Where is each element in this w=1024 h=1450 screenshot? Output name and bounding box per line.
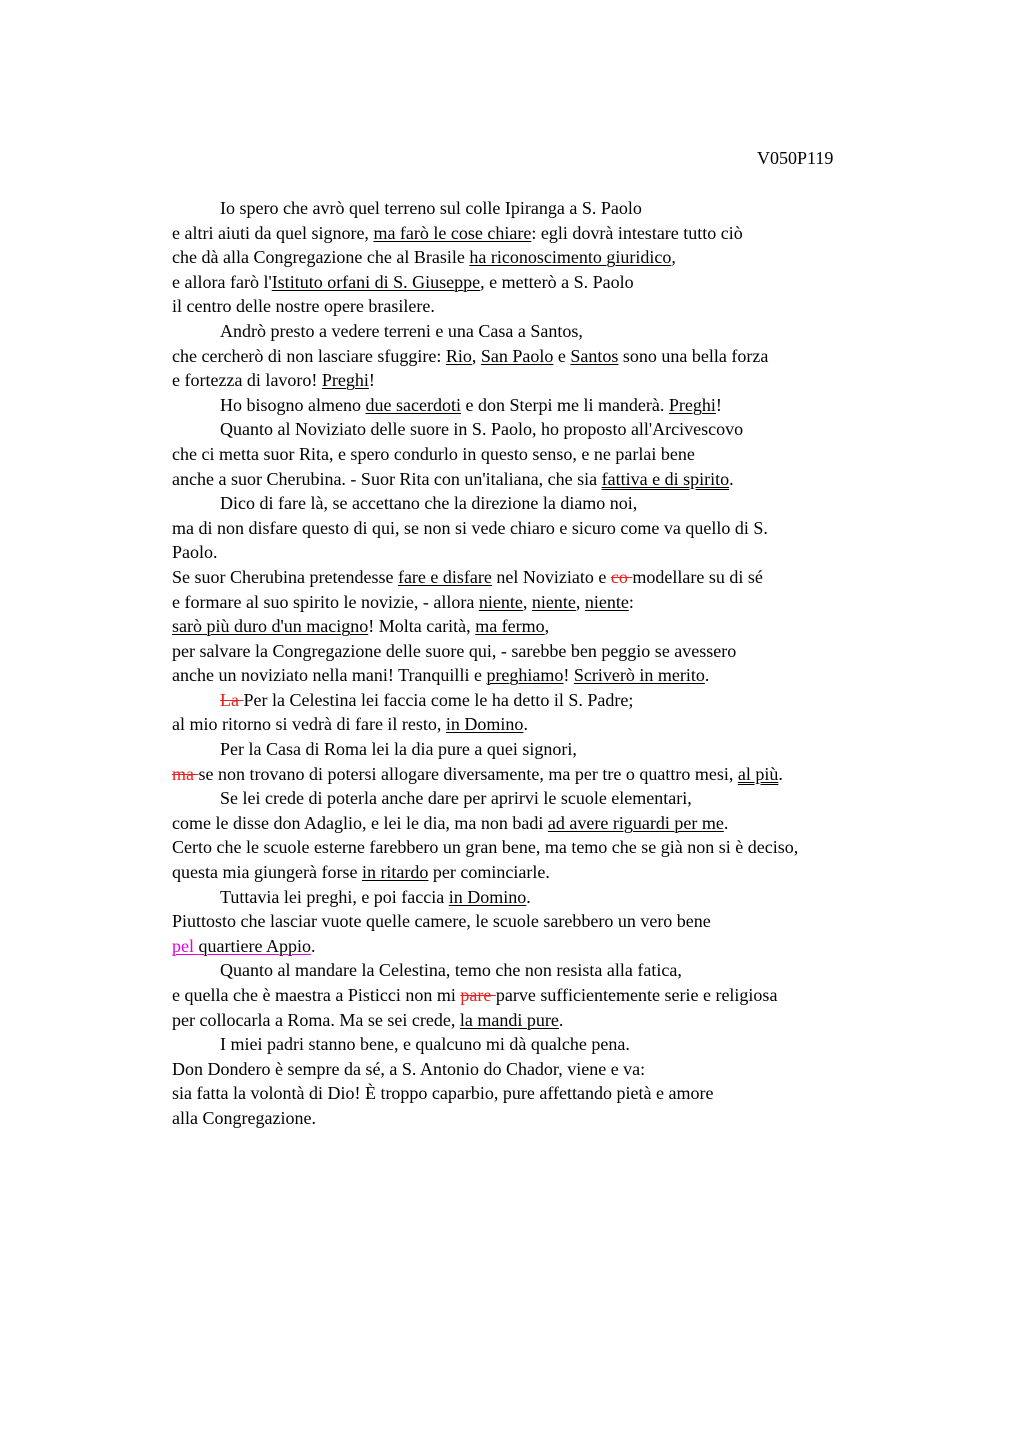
text-segment: , xyxy=(544,616,550,637)
marked-text: San Paolo xyxy=(480,345,554,366)
marked-text: due sacerdoti xyxy=(365,394,461,415)
text-line xyxy=(172,639,972,664)
text-segment: che cercherò di non lasciare sfuggire: xyxy=(172,345,446,366)
text-line xyxy=(172,245,972,270)
text-segment: modellare su di sé xyxy=(632,566,763,587)
text-segment: . xyxy=(778,763,783,784)
text-line xyxy=(172,221,972,246)
text-segment: nel Noviziato e xyxy=(491,566,611,587)
text-segment: alla Congregazione. xyxy=(172,1107,316,1128)
marked-text: Preghi xyxy=(321,370,369,391)
text-line xyxy=(172,1057,972,1082)
text-segment: : egli dovrà intestare tutto ciò xyxy=(531,222,743,243)
text-segment: che ci metta suor Rita, e spero condurlo in questo senso, e ne parlai bene xyxy=(172,443,695,464)
text-line xyxy=(172,983,972,1008)
marked-text: ma farò le cose chiare xyxy=(373,222,532,243)
text-segment: . xyxy=(558,1009,564,1030)
deleted-text: La xyxy=(220,689,244,710)
marked-text: al più xyxy=(737,763,779,784)
deleted-text: ma xyxy=(172,763,199,784)
marked-text: Rio xyxy=(445,345,472,366)
text-segment: Certo che le scuole esterne farebbero un gran bene, ma temo che se già non si è deciso, xyxy=(172,837,799,858)
text-segment: . xyxy=(310,935,316,956)
text-line xyxy=(172,1032,972,1057)
text-segment: . xyxy=(729,468,734,489)
text-line xyxy=(172,491,972,516)
text-segment: e xyxy=(553,345,571,366)
text-line xyxy=(172,1008,972,1033)
text-segment: per cominciarle. xyxy=(428,862,550,883)
marked-text: in Domino xyxy=(445,714,524,735)
text-segment: Paolo. xyxy=(172,542,218,563)
text-segment: questa mia giungerà forse xyxy=(172,862,362,883)
text-segment: anche a suor Cherubina. - Suor Rita con un'italiana, che sia xyxy=(172,468,602,489)
text-line xyxy=(172,294,972,319)
text-line xyxy=(172,860,972,885)
text-segment: Se suor Cherubina pretendesse xyxy=(172,566,398,587)
text-line xyxy=(172,565,972,590)
text-line xyxy=(172,196,972,221)
marked-text: Preghi xyxy=(668,394,716,415)
text-line xyxy=(172,811,972,836)
text-line xyxy=(172,1081,972,1106)
text-segment: Don Dondero è sempre da sé, a S. Antonio do Chador, viene e va: xyxy=(172,1058,646,1079)
text-line xyxy=(172,393,972,418)
text-segment: e allora farò l' xyxy=(172,271,272,292)
text-line xyxy=(172,909,972,934)
page-reference: V050P119 xyxy=(757,148,834,168)
text-line xyxy=(172,540,972,565)
text-segment: Quanto al mandare la Celestina, temo che non resista alla fatica, xyxy=(220,960,682,981)
marked-text: pel xyxy=(172,935,199,956)
marked-text: Istituto orfani di S. Giuseppe xyxy=(271,271,481,292)
marked-text: sarò più duro d'un macigno xyxy=(172,616,369,637)
text-segment: come le disse don Adaglio, e lei le dia, ma non badi xyxy=(172,812,548,833)
text-line xyxy=(172,762,972,787)
marked-text: niente xyxy=(584,591,629,612)
text-segment: parve sufficientemente serie e religiosa xyxy=(495,985,778,1005)
text-segment: se non trovano di potersi allogare diversamente, ma per tre o quattro mesi, xyxy=(198,763,738,784)
text-line xyxy=(172,1106,972,1131)
letter-body xyxy=(172,196,972,1131)
text-line xyxy=(172,835,972,860)
text-segment: ma di non disfare questo di qui, se non si vede chiaro e sicuro come va quello di S. xyxy=(172,517,768,538)
marked-text: preghiamo xyxy=(486,665,564,686)
text-segment: Andrò presto a vedere terreni e una Casa a Santos, xyxy=(220,320,583,341)
text-line xyxy=(172,319,972,344)
text-segment: . xyxy=(723,812,729,833)
text-segment: . xyxy=(526,886,531,907)
text-segment: Piuttosto che lasciar vuote quelle camere, le scuole sarebbero un vero bene xyxy=(172,911,711,932)
text-line xyxy=(172,417,972,442)
text-segment: e don Sterpi me li manderà. xyxy=(460,394,669,415)
text-segment: . xyxy=(704,665,710,686)
text-segment: ! xyxy=(715,394,722,415)
marked-text: Santos xyxy=(570,345,619,366)
text-segment: che dà alla Congregazione che al Brasile xyxy=(172,247,470,268)
marked-text: Scriverò in merito xyxy=(573,665,705,686)
text-segment: il centro delle nostre opere brasilere. xyxy=(172,296,435,317)
text-segment: anche un noviziato nella mani! Tranquilli e xyxy=(172,665,487,686)
marked-text: quartiere Appio xyxy=(198,935,311,956)
text-segment: Per la Casa di Roma lei la dia pure a quei signori, xyxy=(220,739,577,760)
text-line xyxy=(172,663,972,688)
text-segment: Quanto al Noviziato delle suore in S. Paolo, ho proposto all'Arcivescovo xyxy=(220,419,744,440)
text-line xyxy=(172,737,972,762)
text-segment: . xyxy=(523,714,528,735)
text-segment: , e metterò a S. Paolo xyxy=(480,271,634,292)
text-segment: ! Molta carità, xyxy=(368,616,476,637)
text-segment: e altri aiuti da quel signore, xyxy=(172,222,374,243)
text-line xyxy=(172,885,972,910)
marked-text: in ritardo xyxy=(361,862,429,883)
text-segment: Io spero che avrò quel terreno sul colle Ipiranga a S. Paolo xyxy=(220,198,642,218)
text-segment: per collocarla a Roma. Ma se sei crede, xyxy=(172,1009,460,1030)
text-line xyxy=(172,712,972,737)
text-line xyxy=(172,688,972,713)
marked-text: ma fermo xyxy=(475,616,545,637)
text-line xyxy=(172,590,972,615)
text-line xyxy=(172,516,972,541)
text-segment: , xyxy=(471,345,481,366)
text-line xyxy=(172,344,972,369)
text-segment: sono una bella forza xyxy=(618,345,769,366)
text-segment: Tuttavia lei preghi, e poi faccia xyxy=(220,886,449,907)
text-segment: I miei padri stanno bene, e qualcuno mi dà qualche pena. xyxy=(220,1034,630,1055)
text-segment: al mio ritorno si vedrà di fare il resto, xyxy=(172,714,446,735)
text-segment: Se lei crede di poterla anche dare per aprirvi le scuole elementari, xyxy=(220,788,692,809)
marked-text: in Domino xyxy=(448,886,527,907)
marked-text: la mandi pure xyxy=(459,1009,559,1030)
deleted-text: co xyxy=(610,566,633,587)
text-line xyxy=(172,442,972,467)
text-segment: ! xyxy=(563,665,574,686)
text-line xyxy=(172,467,972,492)
marked-text: fare e disfare xyxy=(397,566,492,587)
text-segment: , xyxy=(671,247,676,268)
text-segment: , xyxy=(522,591,532,612)
text-segment: e fortezza di lavoro! xyxy=(172,370,322,391)
marked-text: niente xyxy=(478,591,523,612)
text-line xyxy=(172,368,972,393)
marked-text: fattiva e di spirito xyxy=(601,468,730,489)
text-segment: ! xyxy=(368,370,375,391)
text-segment: per salvare la Congregazione delle suore qui, - sarebbe ben peggio se avessero xyxy=(172,640,737,661)
marked-text: ad avere riguardi per me xyxy=(547,812,724,833)
text-line xyxy=(172,934,972,959)
marked-text: niente xyxy=(531,591,576,612)
text-line xyxy=(172,958,972,983)
text-segment: Per la Celestina lei faccia come le ha detto il S. Padre; xyxy=(243,689,634,710)
text-segment: e formare al suo spirito le novizie, - allora xyxy=(172,591,479,612)
text-segment: , xyxy=(575,591,585,612)
deleted-text: pare xyxy=(460,985,496,1005)
text-segment: Dico di fare là, se accettano che la direzione la diamo noi, xyxy=(220,493,638,514)
text-line xyxy=(172,614,972,639)
text-segment: e quella che è maestra a Pisticci non mi xyxy=(172,985,461,1005)
text-line xyxy=(172,270,972,295)
text-segment: Ho bisogno almeno xyxy=(220,394,366,415)
text-segment: : xyxy=(628,591,634,612)
text-segment: sia fatta la volontà di Dio! È troppo caparbio, pure affettando pietà e amore xyxy=(172,1083,714,1104)
marked-text: ha riconoscimento giuridico xyxy=(469,247,672,268)
text-line xyxy=(172,786,972,811)
